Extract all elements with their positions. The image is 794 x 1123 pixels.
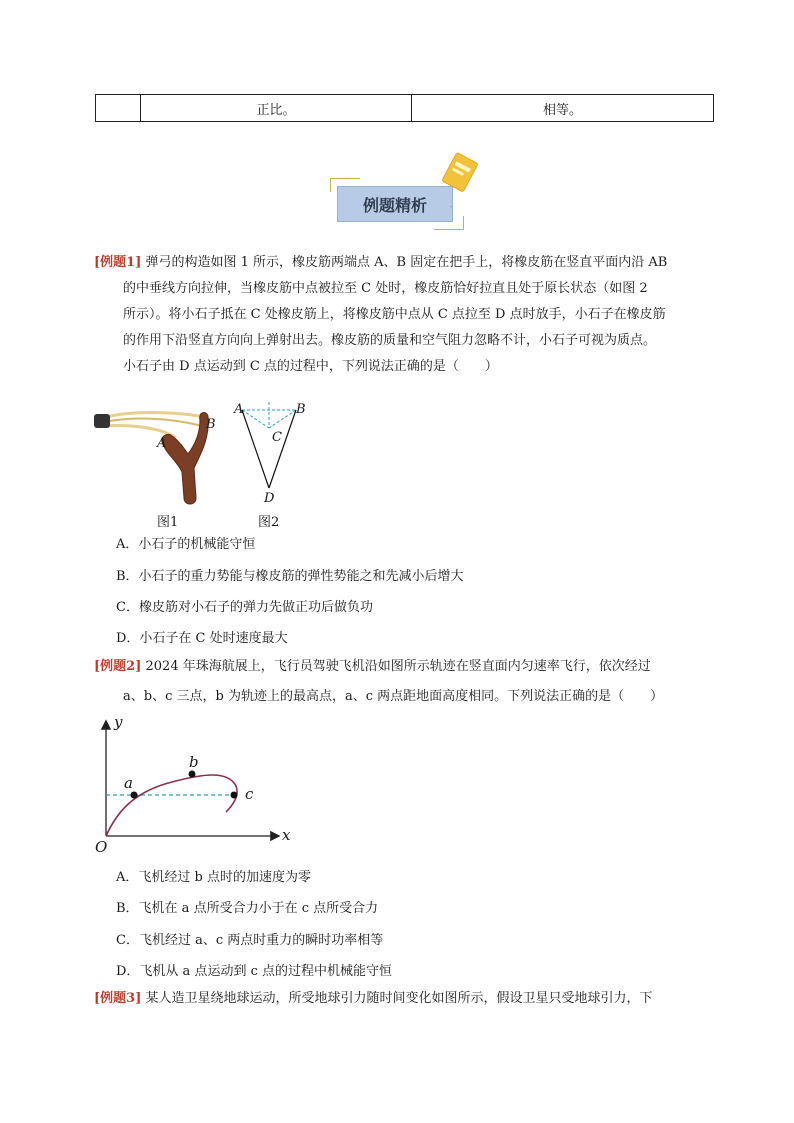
- question-text-line: 小石子由 D 点运动到 C 点的过程中，下列说法正确的是（ ）: [123, 359, 498, 374]
- point-label: a: [124, 774, 133, 792]
- question-text-line: a、b、c 三点，b 为轨迹上的最高点，a、c 两点距地面高度相同。下列说法正确的是（ ）: [123, 689, 664, 704]
- question-text-line: 的中垂线方向拉伸，当橡皮筋中点被拉至 C 处时，橡皮筋恰好拉直且处于原长状态（如图 2: [123, 281, 648, 296]
- option-b: B．飞机在 a 点所受合力小于在 c 点所受合力: [116, 901, 379, 916]
- question-label: [例题3]: [94, 991, 142, 1006]
- question-text-line: 的作用下沿竖直方向向上弹射出去。橡皮筋的质量和空气阻力忽略不计，小石子可视为质点。: [123, 333, 657, 348]
- point-label: A: [234, 402, 244, 417]
- option-c: C．飞机经过 a、c 两点时重力的瞬时功率相等: [116, 933, 384, 948]
- question-text-line: 所示）。将小石子抵在 C 处橡皮筋上，将橡皮筋中点从 C 点拉至 D 点时放手，小石子在橡皮筋: [123, 307, 666, 322]
- table-cell: 正比。: [141, 95, 412, 121]
- origin-label: O: [95, 838, 108, 856]
- axis-label-x: x: [282, 826, 291, 844]
- option-a: A．飞机经过 b 点时的加速度为零: [116, 870, 311, 885]
- question-label: [例题2]: [94, 659, 142, 674]
- point-label: c: [245, 785, 254, 803]
- question-text-line: 某人造卫星绕地球运动，所受地球引力随时间变化如图所示，假设卫星只受地球引力，下: [145, 991, 653, 1006]
- option-b: B．小石子的重力势能与橡皮筋的弹性势能之和先减小后增大: [116, 569, 464, 584]
- point-label: D: [264, 491, 275, 506]
- option-a: A．小石子的机械能守恒: [116, 537, 256, 552]
- table-cell: 相等。: [542, 102, 582, 118]
- question-label: [例题1]: [94, 255, 142, 270]
- point-label: C: [272, 430, 282, 445]
- slingshot-figure: [92, 402, 222, 512]
- top-table: [95, 94, 714, 122]
- question-text-line: 2024 年珠海航展上，飞行员驾驶飞机沿如图所示轨迹在竖直面内匀速率飞行，依次经过: [145, 659, 651, 674]
- axis-label-y: y: [114, 713, 123, 731]
- point-label: b: [189, 753, 199, 771]
- figure-caption: 图2: [258, 515, 280, 530]
- option-d: D．飞机从 a 点运动到 c 点的过程中机械能守恒: [116, 964, 392, 979]
- option-c: C．橡皮筋对小石子的弹力先做正功后做负功: [116, 600, 373, 615]
- point-label: A: [157, 436, 167, 451]
- point-label: B: [206, 417, 216, 432]
- point-label: B: [296, 402, 306, 417]
- option-d: D．小石子在 C 处时速度最大: [116, 631, 288, 646]
- table-cell: [96, 95, 141, 121]
- question-text-line: 弹弓的构造如图 1 所示，橡皮筋两端点 A、B 固定在把手上，将橡皮筋在竖直平面内沿 AB: [145, 255, 668, 270]
- figure-caption: 图1: [157, 515, 179, 530]
- section-title: 例题精析: [337, 186, 453, 222]
- notebook-icon: [437, 152, 481, 196]
- decor-dot: ˎ: [449, 195, 453, 208]
